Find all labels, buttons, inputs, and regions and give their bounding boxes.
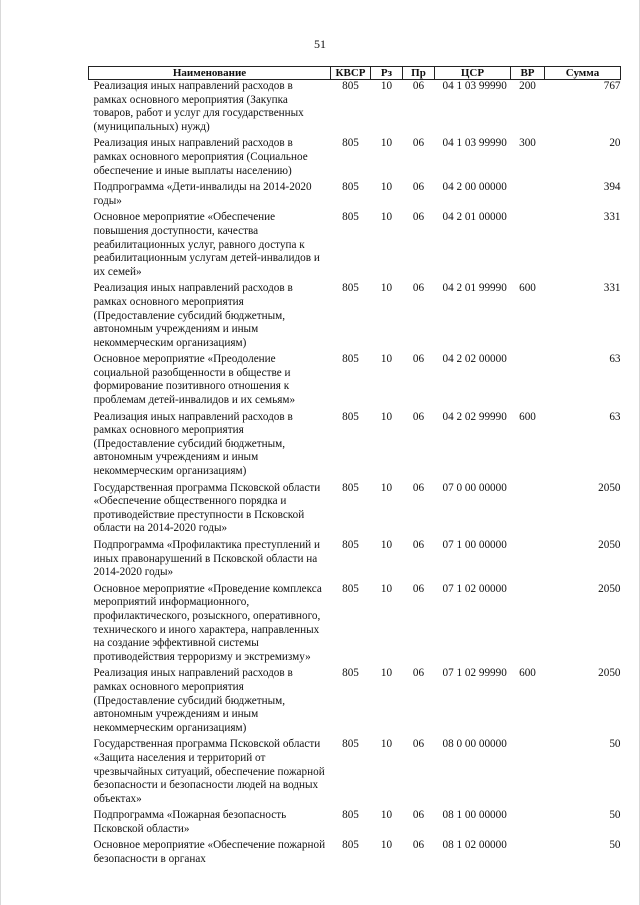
row-kvsr: 805	[342, 481, 359, 494]
table-row	[89, 137, 621, 181]
row-name: Основное мероприятие «Проведение комплекса мероприятий информационного, профилактического, розыскного, оперативного, технического и иного характера, направленных на создание эффективной системы противодействия терроризму и экстремизму»	[93, 582, 322, 663]
row-name: Реализация иных направлений расходов в рамках основного мероприятия (Предоставление субсидий бюджетным, автономным учреждениям и иным некоммерческим организациям)	[93, 667, 293, 734]
row-kvsr: 805	[342, 80, 359, 92]
row-rz: 10	[380, 667, 393, 680]
row-kvsr: 805	[342, 410, 359, 423]
row-vr	[511, 738, 545, 809]
row-csr: 04 2 02 00000	[442, 353, 507, 366]
row-kvsr: 805	[342, 282, 359, 295]
row-csr: 07 1 02 99990	[442, 667, 507, 680]
row-vr	[511, 353, 545, 410]
table-row	[89, 738, 621, 809]
row-name: Государственная программа Псковской области «Обеспечение общественного порядка и противодействие преступности в Псковской области на 2014-2020 годы»	[93, 481, 321, 535]
table-row	[89, 809, 621, 839]
table-row	[89, 482, 621, 539]
row-csr: 07 1 00 00000	[442, 539, 507, 551]
table-row	[89, 667, 621, 738]
row-name: Основное мероприятие «Обеспечение пожарной безопасности в органах	[93, 839, 326, 866]
row-pr: 06	[412, 410, 425, 423]
row-kvsr: 805	[342, 738, 359, 751]
row-pr: 06	[412, 667, 425, 680]
table-body	[89, 80, 621, 870]
row-vr	[511, 482, 545, 539]
row-sum: 50	[609, 809, 621, 822]
header-csr: ЦСР	[435, 67, 511, 80]
row-pr: 06	[412, 181, 425, 194]
row-rz: 10	[380, 282, 393, 295]
row-name: Государственная программа Псковской области «Защита населения и территорий от чрезвычайных ситуаций, обеспечение пожарной безопасности и безопасности людей на водных объектах»	[93, 738, 325, 805]
row-csr: 04 2 01 99990	[442, 282, 507, 295]
row-vr	[511, 539, 545, 583]
row-pr: 06	[412, 839, 425, 852]
row-csr: 04 2 02 99990	[442, 410, 507, 423]
row-kvsr: 805	[342, 839, 359, 852]
row-pr: 06	[412, 80, 425, 92]
table-row	[89, 411, 621, 482]
row-sum: 2050	[598, 481, 621, 494]
row-vr	[511, 211, 545, 282]
row-name: Реализация иных направлений расходов в рамках основного мероприятия (Предоставление субсидий бюджетным, автономным учреждениям и иным некоммерческим организациям)	[93, 410, 293, 478]
row-rz: 10	[380, 181, 393, 194]
row-sum: 331	[603, 211, 621, 224]
row-pr: 06	[412, 137, 425, 150]
row-vr	[511, 181, 545, 211]
table-header	[89, 67, 621, 80]
page-number: 51	[314, 37, 326, 51]
row-csr: 08 1 02 00000	[442, 839, 507, 852]
row-vr: 600	[519, 282, 536, 295]
row-kvsr: 805	[342, 539, 359, 551]
row-sum: 2050	[598, 667, 621, 680]
row-name: Реализация иных направлений расходов в рамках основного мероприятия (Закупка товаров, работ и услуг для государственных (муниципальных) нужд)	[93, 80, 304, 133]
table-row	[89, 353, 621, 410]
row-name: Основное мероприятие «Обеспечение повышения доступности, качества реабилитационных услуг, равного доступа к реабилитационным услугам детей-инвалидов и их семей»	[93, 211, 320, 278]
table-row	[89, 282, 621, 353]
row-pr: 06	[412, 582, 425, 595]
row-rz: 10	[380, 582, 393, 595]
row-name: Основное мероприятие «Преодоление социальной разобщенности в обществе и формирование позитивного отношения к проблемам детей-инвалидов и их семьям»	[93, 353, 296, 407]
row-rz: 10	[380, 539, 393, 551]
row-rz: 10	[380, 410, 393, 423]
header-kvsr: КВСР	[331, 67, 371, 80]
row-name: Реализация иных направлений расходов в рамках основного мероприятия (Предоставление субсидий бюджетным, автономным учреждениям и иным некоммерческим организациям)	[93, 282, 293, 349]
row-csr: 04 1 03 99990	[442, 80, 507, 92]
row-csr: 04 2 00 00000	[442, 181, 507, 194]
row-pr: 06	[412, 809, 425, 822]
row-sum: 331	[603, 282, 621, 295]
row-pr: 06	[412, 539, 425, 551]
row-csr: 07 0 00 00000	[442, 481, 507, 494]
row-csr: 08 1 00 00000	[442, 809, 507, 822]
row-kvsr: 805	[342, 353, 359, 366]
row-pr: 06	[412, 481, 425, 494]
table-row	[89, 211, 621, 282]
row-name: Подпрограмма «Дети-инвалиды на 2014-2020 годы»	[93, 181, 312, 207]
table-row	[89, 839, 621, 869]
row-pr: 06	[412, 282, 425, 295]
header-sum: Сумма	[545, 67, 621, 80]
header-name: Наименование	[89, 67, 331, 80]
row-csr: 04 1 03 99990	[442, 137, 507, 150]
row-sum: 50	[609, 839, 621, 852]
row-rz: 10	[380, 481, 393, 494]
row-rz: 10	[380, 137, 393, 150]
header-row	[89, 67, 621, 80]
table-row	[89, 539, 621, 583]
table-row	[89, 181, 621, 211]
row-pr: 06	[412, 738, 425, 751]
row-vr	[511, 839, 545, 869]
row-kvsr: 805	[342, 211, 359, 224]
row-kvsr: 805	[342, 582, 359, 595]
row-sum: 20	[609, 137, 621, 150]
row-sum: 2050	[598, 539, 621, 551]
row-rz: 10	[380, 839, 393, 852]
row-kvsr: 805	[342, 137, 359, 150]
row-sum: 2050	[598, 582, 621, 595]
row-name: Реализация иных направлений расходов в рамках основного мероприятия (Социальное обеспечение и иные выплаты населению)	[93, 137, 308, 177]
row-name: Подпрограмма «Профилактика преступлений и иных правонарушений в Псковской области на 2014-2020 годы»	[93, 539, 320, 579]
row-vr	[511, 583, 545, 668]
row-vr: 600	[519, 410, 536, 423]
table-row	[89, 80, 621, 138]
row-csr: 07 1 02 00000	[442, 582, 507, 595]
row-vr	[511, 809, 545, 839]
row-kvsr: 805	[342, 809, 359, 822]
row-sum: 50	[609, 738, 621, 751]
budget-table	[88, 66, 621, 870]
row-sum: 63	[609, 353, 621, 366]
header-pr: Пр	[403, 67, 435, 80]
row-rz: 10	[380, 738, 393, 751]
scan-edge-left	[0, 0, 1, 905]
table-row	[89, 583, 621, 668]
row-rz: 10	[380, 211, 393, 224]
row-rz: 10	[380, 353, 393, 366]
row-csr: 08 0 00 00000	[442, 738, 507, 751]
row-sum: 394	[603, 181, 621, 194]
row-name: Подпрограмма «Пожарная безопасность Псковской области»	[93, 809, 287, 835]
row-rz: 10	[380, 80, 393, 92]
row-sum: 63	[609, 410, 621, 423]
row-kvsr: 805	[342, 667, 359, 680]
row-vr: 600	[519, 667, 536, 680]
header-vr: ВР	[511, 67, 545, 80]
row-rz: 10	[380, 809, 393, 822]
header-rz: Рз	[371, 67, 403, 80]
row-vr: 300	[519, 137, 536, 150]
row-kvsr: 805	[342, 181, 359, 194]
row-sum: 767	[603, 80, 621, 92]
row-csr: 04 2 01 00000	[442, 211, 507, 224]
row-pr: 06	[412, 353, 425, 366]
row-vr: 200	[519, 80, 536, 92]
row-pr: 06	[412, 211, 425, 224]
